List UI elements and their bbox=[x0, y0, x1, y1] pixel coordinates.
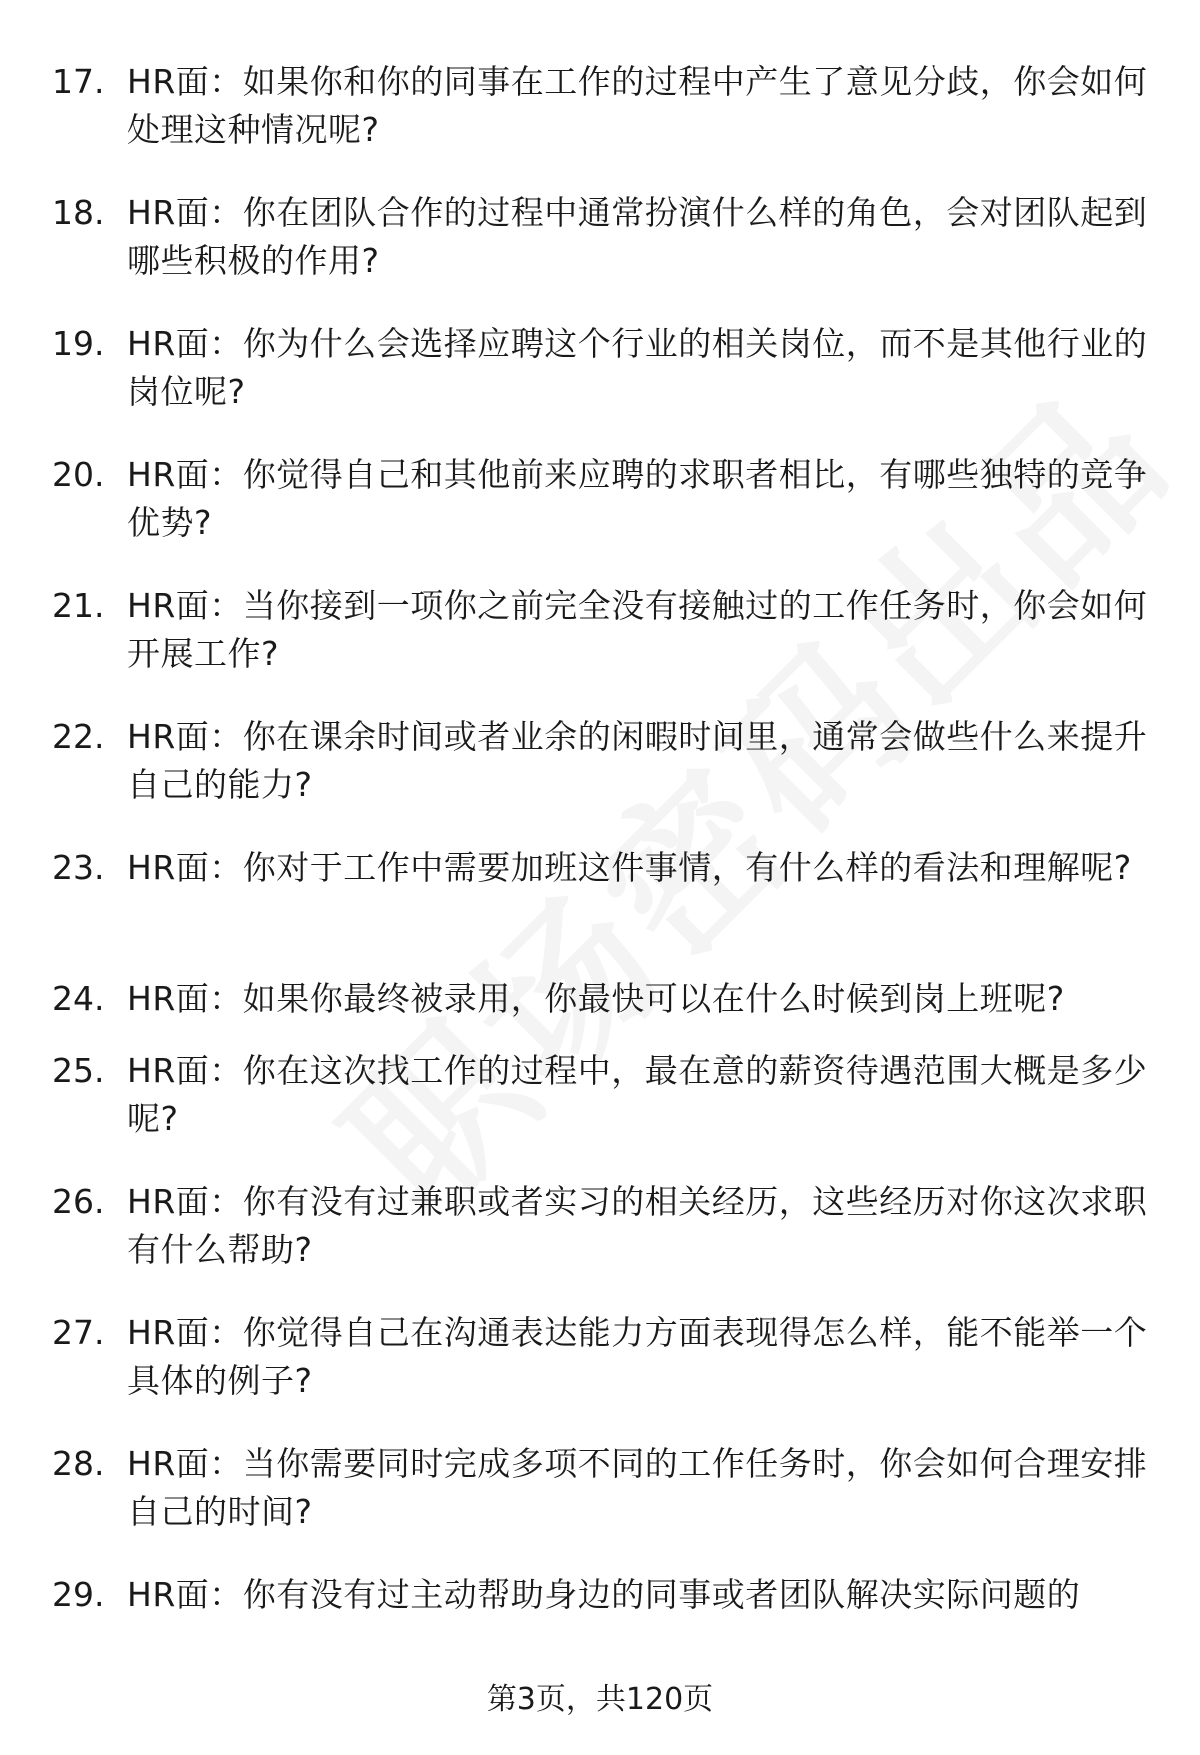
question-text: HR面：你在课余时间或者业余的闲暇时间里，通常会做些什么来提升自己的能力? bbox=[127, 717, 1148, 804]
question-number: 28. bbox=[52, 1444, 105, 1483]
question-text: HR面：你有没有过兼职或者实习的相关经历，这些经历对你这次求职有什么帮助? bbox=[127, 1182, 1148, 1269]
question-text: HR面：你对于工作中需要加班这件事情，有什么样的看法和理解呢? bbox=[127, 848, 1132, 887]
question-item-20 bbox=[0, 451, 1200, 582]
question-item-18 bbox=[0, 189, 1200, 320]
question-number: 22. bbox=[52, 717, 105, 756]
question-number: 23. bbox=[52, 848, 105, 887]
question-item-17 bbox=[0, 58, 1200, 189]
question-item-22 bbox=[0, 713, 1200, 844]
question-number: 20. bbox=[52, 455, 105, 494]
question-item-25 bbox=[0, 1047, 1200, 1178]
question-text: HR面：如果你和你的同事在工作的过程中产生了意见分歧，你会如何处理这种情况呢? bbox=[127, 62, 1148, 149]
question-number: 25. bbox=[52, 1051, 105, 1090]
question-number: 21. bbox=[52, 586, 105, 625]
question-number: 18. bbox=[52, 193, 105, 232]
question-number: 26. bbox=[52, 1182, 105, 1221]
question-number: 27. bbox=[52, 1313, 105, 1352]
question-text: HR面：你为什么会选择应聘这个行业的相关岗位，而不是其他行业的岗位呢? bbox=[127, 324, 1148, 411]
question-text: HR面：你在这次找工作的过程中，最在意的薪资待遇范围大概是多少呢? bbox=[127, 1051, 1148, 1138]
question-item-21 bbox=[0, 582, 1200, 713]
question-text: HR面：你觉得自己在沟通表达能力方面表现得怎么样，能不能举一个具体的例子? bbox=[127, 1313, 1148, 1400]
question-text: HR面：你觉得自己和其他前来应聘的求职者相比，有哪些独特的竞争优势? bbox=[127, 455, 1148, 542]
question-text: HR面：当你接到一项你之前完全没有接触过的工作任务时，你会如何开展工作? bbox=[127, 586, 1148, 673]
question-number: 17. bbox=[52, 62, 105, 101]
question-item-29 bbox=[0, 1571, 1200, 1643]
question-item-26 bbox=[0, 1178, 1200, 1309]
question-text: HR面：你在团队合作的过程中通常扮演什么样的角色，会对团队起到哪些积极的作用? bbox=[127, 193, 1148, 280]
question-item-19 bbox=[0, 320, 1200, 451]
question-item-28 bbox=[0, 1440, 1200, 1571]
page-number-footer: 第3页，共120页 bbox=[486, 1682, 714, 1717]
question-text: HR面：你有没有过主动帮助身边的同事或者团队解决实际问题的 bbox=[127, 1575, 1081, 1614]
question-number: 29. bbox=[52, 1575, 105, 1614]
question-number: 24. bbox=[52, 979, 105, 1018]
question-number: 19. bbox=[52, 324, 105, 363]
question-item-27 bbox=[0, 1309, 1200, 1440]
question-item-24 bbox=[0, 975, 1200, 1047]
question-text: HR面：如果你最终被录用，你最快可以在什么时候到岗上班呢? bbox=[127, 979, 1065, 1018]
question-text: HR面：当你需要同时完成多项不同的工作任务时，你会如何合理安排自己的时间? bbox=[127, 1444, 1148, 1531]
question-list bbox=[0, 58, 1200, 1643]
question-item-23 bbox=[0, 844, 1200, 975]
